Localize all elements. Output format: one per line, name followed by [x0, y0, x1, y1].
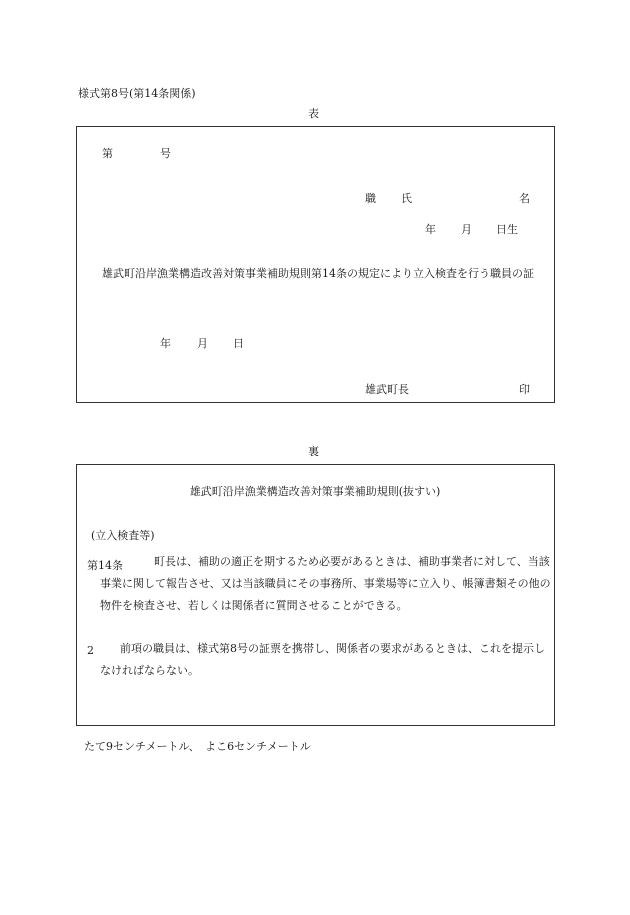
issue-day: 日 — [233, 337, 244, 350]
paragraph-2-block — [87, 638, 551, 682]
birth-day: 日生 — [496, 223, 518, 236]
issuer-name: 雄武町長 — [365, 383, 409, 396]
birth-month: 月 — [461, 223, 472, 236]
name-label-first: 氏 — [401, 192, 412, 205]
front-heading: 表 — [308, 107, 319, 120]
title-label: 職 — [365, 192, 376, 205]
article-text: 町長は、補助の適正を期するため必要があるときは、補助事業者に対して、当該事業に関して報告させ、又は当該職員にその事務所、事業場等に立入り、帳簿書類その他の物件を検査させ、若しくは関係者に質問させることができる。 — [100, 555, 551, 612]
issue-month: 月 — [197, 337, 208, 350]
number-suffix: 号 — [160, 147, 171, 160]
size-note: たて9センチメートル、 よこ6センチメートル — [84, 740, 311, 753]
name-label-second: 名 — [519, 192, 530, 205]
form-number-label: 様式第8号(第14条関係) — [78, 87, 196, 100]
certificate-statement: 雄武町沿岸漁業構造改善対策事業補助規則第14条の規定により立入検査を行う職員の証 — [102, 267, 534, 280]
section-caption: (立入検査等) — [91, 529, 155, 542]
article-number: 第14条 — [87, 559, 123, 572]
regulation-title: 雄武町沿岸漁業構造改善対策事業補助規則(抜すい) — [189, 485, 441, 498]
paragraph-2-number: 2 — [87, 644, 94, 657]
paragraph-2-text: 前項の職員は、様式第8号の証票を携帯し、関係者の要求があるときは、これを提示しなければならない。 — [100, 642, 545, 677]
seal-mark: 印 — [519, 383, 530, 396]
birth-year: 年 — [425, 223, 436, 236]
back-heading: 裏 — [308, 445, 319, 458]
issue-year: 年 — [160, 337, 171, 350]
number-prefix: 第 — [102, 147, 113, 160]
article-text-block — [87, 551, 551, 617]
